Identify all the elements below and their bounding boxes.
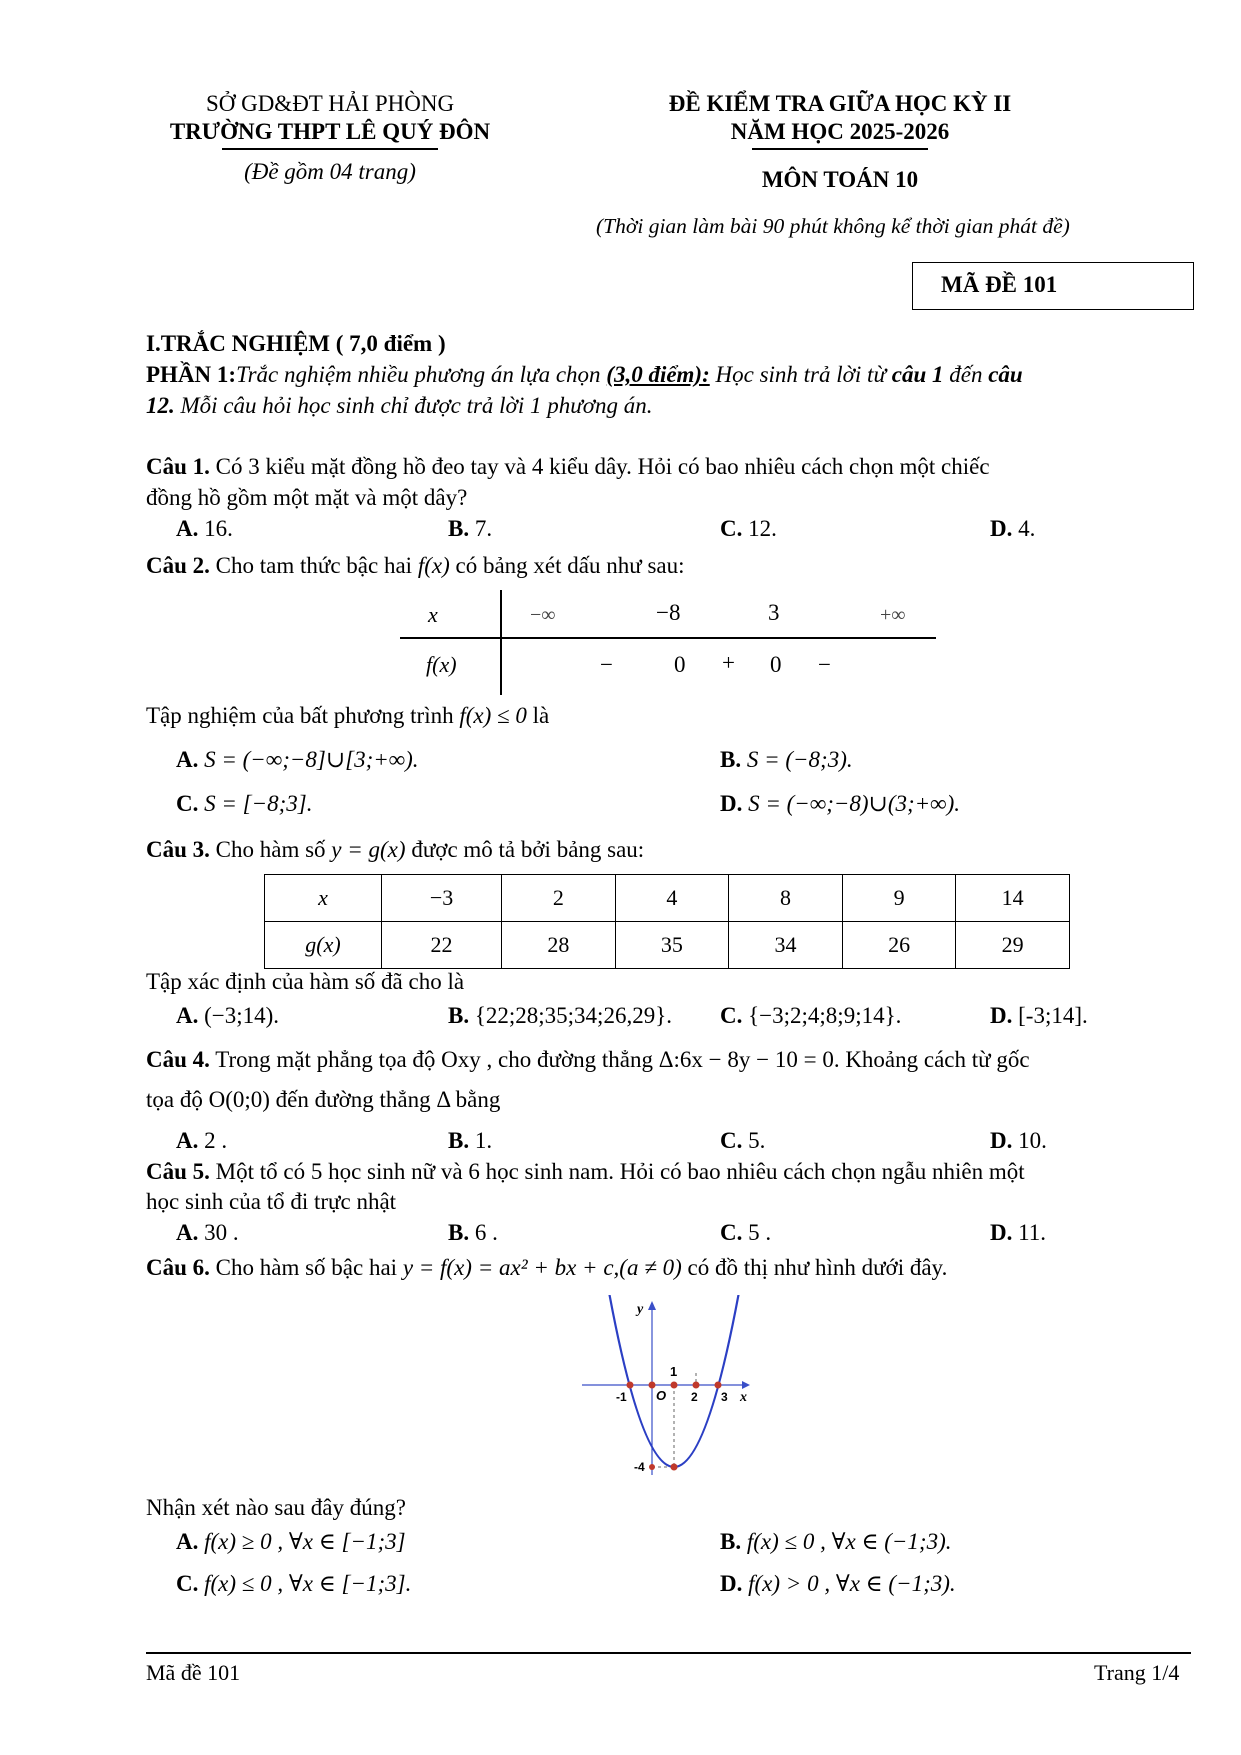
school-name-underline	[222, 148, 438, 150]
q5-option-a[interactable]: A. 30 .	[176, 1220, 239, 1245]
part-from: câu 1	[891, 362, 944, 387]
q4-option-b[interactable]: B. 1.	[448, 1128, 493, 1153]
q4-stem: Trong mặt phẳng tọa độ Oxy , cho đường thẳng Δ:6x − 8y − 10 = 0. Khoảng cách từ gốc	[209, 1047, 1030, 1072]
tick-label: -1	[616, 1390, 627, 1404]
q2-text	[146, 552, 685, 580]
q3-label: Câu 3.	[146, 837, 210, 862]
sign-table-x-val: −8	[656, 600, 681, 625]
q2-option-c[interactable]: C. S = [−8;3].	[176, 791, 313, 816]
footer-exam-code: Mã đề 101	[146, 1660, 241, 1685]
q1-option-c[interactable]: C. 12.	[720, 516, 777, 541]
footer-page-number: Trang 1/4	[1094, 1660, 1180, 1685]
x-axis-label: x	[740, 1390, 747, 1405]
part-rule: Mỗi câu hỏi học sinh chỉ được trả lời 1 phương án.	[174, 393, 653, 418]
q3-prompt: Tập xác định của hàm số đã cho là	[146, 969, 465, 994]
sign-table-x-val: +∞	[880, 604, 906, 626]
q3-fn: y = g(x)	[331, 837, 406, 862]
q6-label: Câu 6.	[146, 1255, 210, 1280]
table-cell: 9	[842, 875, 956, 922]
q4-option-c[interactable]: C. 5.	[720, 1128, 766, 1153]
q4-text-line2: tọa độ O(0;0) đến đường thẳng Δ bằng	[146, 1087, 501, 1112]
table-cell: 8	[729, 875, 843, 922]
q5-option-c[interactable]: C. 5 .	[720, 1220, 772, 1245]
q2-option-d[interactable]: D. S = (−∞;−8)∪(3;+∞).	[720, 791, 960, 816]
time-note: (Thời gian làm bài 90 phút không kể thời gian phát đề)	[596, 214, 1070, 238]
q4-text-line1	[146, 1046, 1030, 1074]
q3-option-a[interactable]: A. (−3;14).	[176, 1003, 280, 1028]
table-row	[265, 922, 1070, 969]
y-axis-label: y	[637, 1302, 644, 1317]
q3-stem: Cho hàm số	[209, 837, 332, 862]
sign-table-sign: +	[722, 650, 735, 675]
origin-label: O	[656, 1388, 667, 1403]
school-year-underline	[752, 148, 928, 150]
point-marker	[671, 1382, 678, 1389]
q6-stem: Cho hàm số bậc hai	[209, 1255, 403, 1280]
q6-fn: y = f(x) = ax² + bx + c,(a ≠ 0)	[402, 1255, 682, 1280]
table-head-cell: g(x)	[265, 922, 382, 969]
table-cell: 29	[956, 922, 1070, 969]
part-text-2: Học sinh trả lời từ	[709, 362, 892, 387]
table-cell: −3	[382, 875, 502, 922]
tick-label: 1	[670, 1364, 678, 1379]
q2-option-a[interactable]: A. S = (−∞;−8]∪[3;+∞).	[176, 747, 419, 772]
g-table	[264, 874, 1070, 969]
q5-stem: Một tổ có 5 học sinh nữ và 6 học sinh nam. Hỏi có bao nhiêu cách chọn ngẫu nhiên một	[209, 1159, 1025, 1184]
q1-text-line2: đồng hồ gồm một mặt và một dây?	[146, 485, 468, 510]
part-to: câu	[988, 362, 1023, 387]
point-marker	[627, 1382, 634, 1389]
point-marker	[693, 1382, 700, 1389]
q6-prompt: Nhận xét nào sau đây đúng?	[146, 1495, 406, 1520]
sign-table-divider-v	[500, 590, 502, 695]
point-marker	[649, 1382, 656, 1389]
table-cell: 14	[956, 875, 1070, 922]
q6-text	[146, 1254, 947, 1282]
q1-option-b[interactable]: B. 7.	[448, 516, 493, 541]
q2-stem-end: có bảng xét dấu như sau:	[449, 553, 685, 578]
q5-option-d[interactable]: D. 11.	[990, 1220, 1047, 1245]
q3-text	[146, 836, 644, 864]
sign-table-divider-h	[400, 637, 936, 639]
tick-label: 2	[691, 1390, 698, 1404]
exam-title: ĐỀ KIỂM TRA GIỮA HỌC KỲ II	[668, 91, 1012, 116]
part-instructions-line1	[146, 361, 1023, 389]
q6-stem-end: có đồ thị như hình dưới đây.	[681, 1255, 948, 1280]
table-cell: 34	[729, 922, 843, 969]
part-text-3: đến	[943, 362, 989, 387]
q1-option-d[interactable]: D. 4.	[990, 516, 1036, 541]
tick-label: 3	[721, 1390, 728, 1404]
table-cell: 28	[502, 922, 616, 969]
q1-stem: Có 3 kiểu mặt đồng hồ đeo tay và 4 kiểu dây. Hỏi có bao nhiêu cách chọn một chiếc	[209, 454, 990, 479]
table-head-cell: x	[265, 875, 382, 922]
q2-fx: f(x)	[417, 553, 450, 578]
q2-stem: Cho tam thức bậc hai	[209, 553, 418, 578]
tick-label: -4	[634, 1460, 645, 1474]
sign-table-f-head: f(x)	[426, 652, 457, 677]
table-cell: 2	[502, 875, 616, 922]
exam-code-box	[912, 262, 1194, 310]
q1-option-a[interactable]: A. 16.	[176, 516, 233, 541]
school-name: TRƯỜNG THPT LÊ QUÝ ĐÔN	[169, 119, 491, 144]
q6-option-b[interactable]: B. f(x) ≤ 0 , ∀x ∈ (−1;3).	[720, 1529, 952, 1554]
q6-option-a[interactable]: A. f(x) ≥ 0 , ∀x ∈ [−1;3]	[176, 1529, 406, 1554]
exam-code: MÃ ĐỀ 101	[941, 272, 1058, 297]
q1-text-line1	[146, 453, 990, 481]
y-axis-arrow	[648, 1301, 656, 1310]
sign-table-x-val: 3	[768, 600, 780, 625]
sign-table-sign: −	[818, 652, 831, 677]
table-cell: 35	[615, 922, 729, 969]
point-marker	[649, 1464, 655, 1470]
part-to-number: 12.	[146, 393, 175, 418]
q6-option-d[interactable]: D. f(x) > 0 , ∀x ∈ (−1;3).	[720, 1571, 956, 1596]
sign-table-sign: 0	[674, 652, 686, 677]
subject-title: MÔN TOÁN 10	[761, 167, 919, 192]
school-department: SỞ GD&ĐT HẢI PHÒNG	[205, 91, 455, 116]
q2-option-b[interactable]: B. S = (−8;3).	[720, 747, 853, 772]
part-points: (3,0 điểm):	[606, 362, 710, 387]
q2-prompt: Tập nghiệm của bất phương trình f(x) ≤ 0 là	[146, 703, 550, 728]
part-instructions-line2	[146, 392, 653, 420]
point-marker	[671, 1464, 678, 1471]
q2-label: Câu 2.	[146, 553, 210, 578]
table-cell: 4	[615, 875, 729, 922]
table-cell: 26	[842, 922, 956, 969]
school-year: NĂM HỌC 2025-2026	[730, 119, 950, 144]
table-cell: 22	[382, 922, 502, 969]
table-row	[265, 875, 1070, 922]
q5-text-line1	[146, 1158, 1025, 1186]
q4-option-a[interactable]: A. 2 .	[176, 1128, 228, 1153]
q4-option-d[interactable]: D. 10.	[990, 1128, 1047, 1153]
q3-option-c[interactable]: C. {−3;2;4;8;9;14}.	[720, 1003, 902, 1028]
q4-label: Câu 4.	[146, 1047, 210, 1072]
q5-label: Câu 5.	[146, 1159, 210, 1184]
parabola-graph	[580, 1295, 760, 1480]
q3-option-b[interactable]: B. {22;28;35;34;26,29}.	[448, 1003, 672, 1028]
q3-stem-end: được mô tả bởi bảng sau:	[405, 837, 645, 862]
page-count-note: (Đề gồm 04 trang)	[244, 159, 416, 184]
point-marker	[715, 1382, 722, 1389]
sign-table-x-head: x	[428, 602, 438, 627]
sign-table-x-val: −∞	[530, 604, 556, 626]
part-text: Trắc nghiệm nhiều phương án lựa chọn	[236, 362, 607, 387]
sign-table-sign: 0	[770, 652, 782, 677]
section-title: I.TRẮC NGHIỆM ( 7,0 điểm )	[146, 331, 446, 356]
q1-label: Câu 1.	[146, 454, 210, 479]
footer-rule	[146, 1652, 1191, 1654]
sign-table	[400, 590, 936, 695]
q5-option-b[interactable]: B. 6 .	[448, 1220, 498, 1245]
part-label: PHẦN 1:	[146, 362, 237, 387]
q3-option-d[interactable]: D. [-3;14].	[990, 1003, 1088, 1028]
x-axis-arrow	[742, 1381, 750, 1389]
q5-text-line2: học sinh của tổ đi trực nhật	[146, 1189, 397, 1214]
q6-option-c[interactable]: C. f(x) ≤ 0 , ∀x ∈ [−1;3].	[176, 1571, 412, 1596]
sign-table-sign: −	[600, 652, 613, 677]
